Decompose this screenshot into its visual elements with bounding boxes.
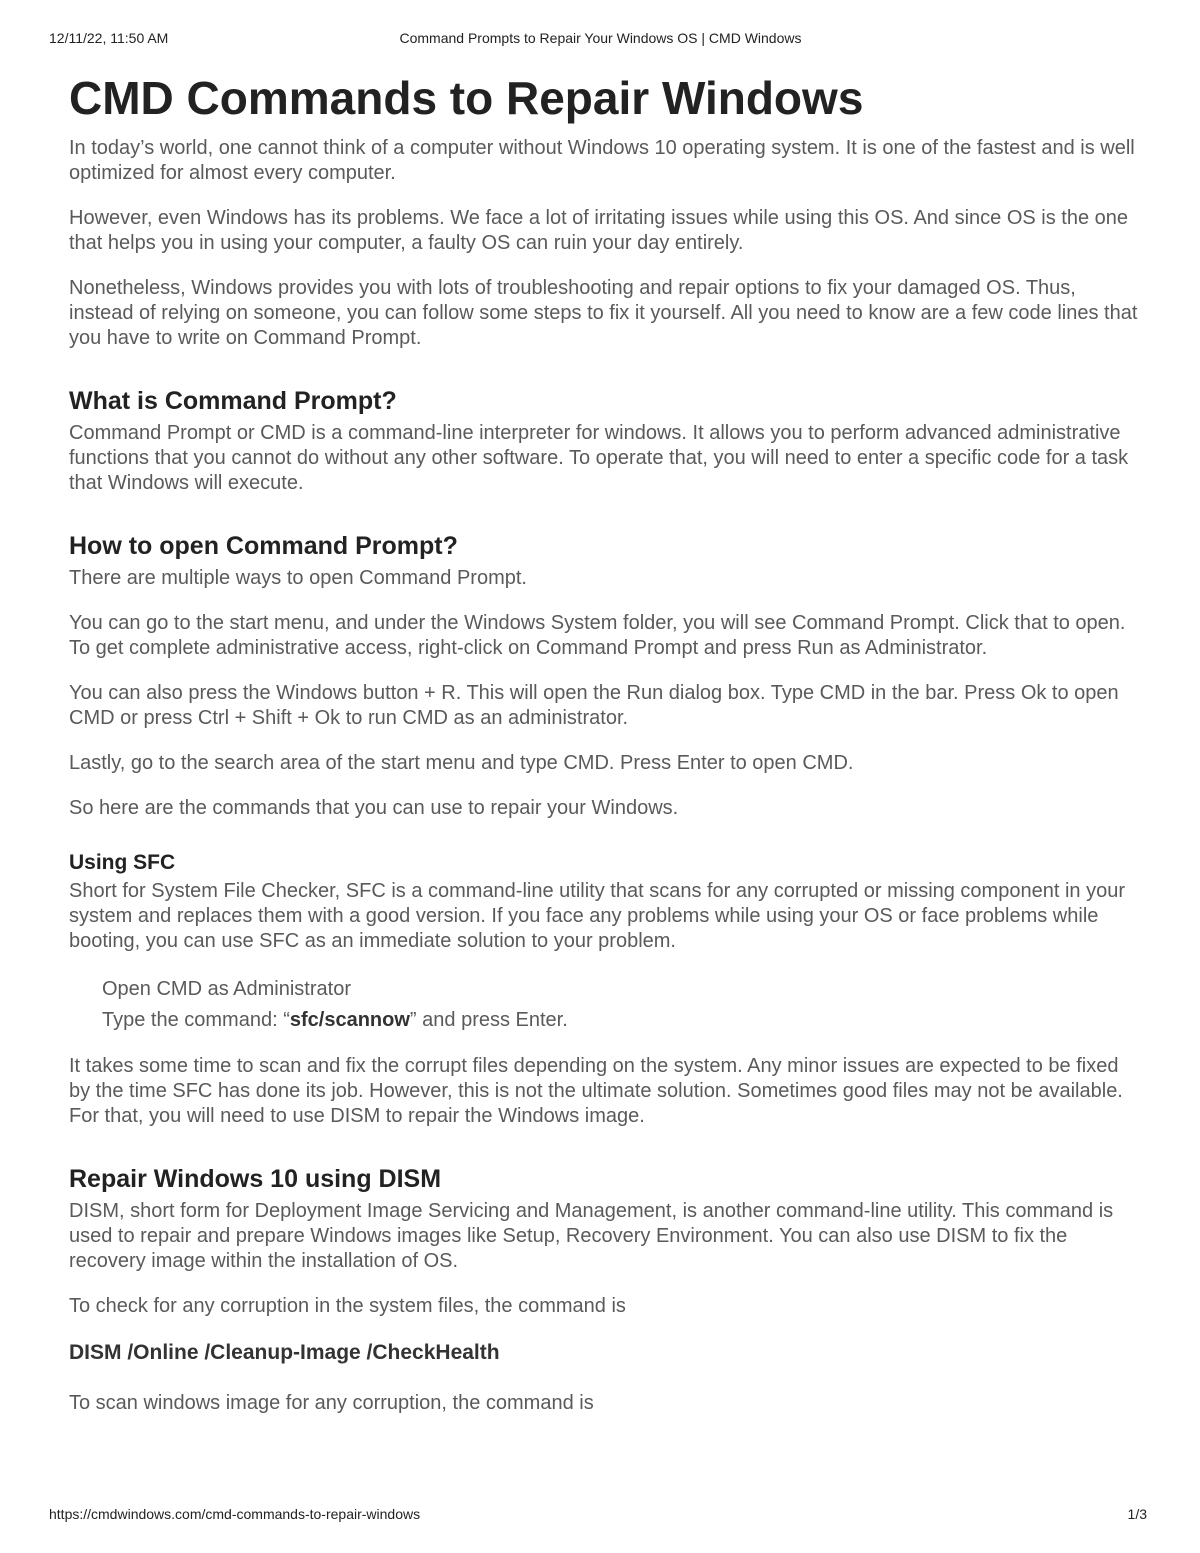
dism-check-text: To check for any corruption in the system files, the command is	[69, 1295, 626, 1317]
sfc-step-2-prefix: Type the command: “	[102, 1009, 290, 1031]
print-footer	[49, 1506, 1147, 1526]
print-date: 12/11/22, 11:50 AM	[49, 30, 169, 46]
sfc-steps-list	[69, 974, 1139, 1036]
how-to-open-paragraph: So here are the commands that you can use to repair your Windows.	[69, 797, 679, 819]
sfc-step-2-suffix: ” and press Enter.	[409, 1009, 568, 1031]
print-page-title: Command Prompts to Repair Your Windows OS | CMD Windows	[399, 30, 802, 46]
list-item	[102, 974, 1139, 1005]
how-to-open-paragraph: There are multiple ways to open Command Prompt.	[69, 567, 527, 589]
sfc-command: sfc/scannow	[289, 1009, 410, 1031]
sfc-paragraph: Short for System File Checker, SFC is a command-line utility that scans for any corrupted or missing component in your system and replaces them with a good version. If you face any problems while using your OS or face problems while booting, you can use SFC as an immediate solution to your problem.	[69, 880, 1125, 952]
section-heading-how-to-open: How to open Command Prompt?	[69, 532, 458, 560]
intro-paragraph: However, even Windows has its problems. We face a lot of irritating issues while using this OS. And since OS is the one that helps you in using your computer, a faulty OS can ruin your day entirely.	[69, 207, 1129, 254]
what-is-paragraph: Command Prompt or CMD is a command-line interpreter for windows. It allows you to perform advanced administrative functions that you cannot do without any other software. To operate that, you will need to enter a specific code for a task that Windows will execute.	[69, 422, 1129, 494]
section-heading-dism: Repair Windows 10 using DISM	[69, 1165, 442, 1193]
how-to-open-paragraph: Lastly, go to the search area of the start menu and type CMD. Press Enter to open CMD.	[69, 752, 854, 774]
intro-paragraph: Nonetheless, Windows provides you with lots of troubleshooting and repair options to fix your damaged OS. Thus, instead of relying on someone, you can follow some steps to fix it yourself. All you need to know are a few code lines that you have to write on Command Prompt.	[69, 277, 1138, 349]
page-number: 1/3	[1127, 1506, 1147, 1522]
dism-paragraph: DISM, short form for Deployment Image Servicing and Management, is another command-line utility. This command is used to repair and prepare Windows images like Setup, Recovery Environment. You can also use DISM to fix the recovery image within the installation of OS.	[69, 1200, 1114, 1272]
sfc-step-1: Open CMD as Administrator	[102, 978, 351, 1000]
subsection-heading-sfc: Using SFC	[69, 851, 176, 874]
dism-checkhealth-command: DISM /Online /Cleanup-Image /CheckHealth	[69, 1341, 500, 1364]
dism-scan-text: To scan windows image for any corruption, the command is	[69, 1392, 594, 1414]
list-item	[102, 1005, 1139, 1036]
print-url: https://cmdwindows.com/cmd-commands-to-repair-windows	[49, 1506, 421, 1522]
intro-paragraph: In today’s world, one cannot think of a computer without Windows 10 operating system. It is one of the fastest and is well optimized for almost every computer.	[69, 137, 1135, 184]
how-to-open-paragraph: You can also press the Windows button + R. This will open the Run dialog box. Type CMD in the bar. Press Ok to open CMD or press Ctrl + Shift + Ok to run CMD as an administrator.	[69, 682, 1119, 729]
section-heading-what-is: What is Command Prompt?	[69, 387, 397, 415]
article	[69, 72, 1139, 1436]
sfc-after-paragraph: It takes some time to scan and fix the corrupt files depending on the system. Any minor issues are expected to be fixed by the time SFC has done its job. However, this is not the ultimate solution. Sometimes good files may not be available. For that, you will need to use DISM to repair the Windows image.	[69, 1055, 1123, 1127]
print-header	[49, 30, 1152, 50]
article-title: CMD Commands to Repair Windows	[69, 72, 864, 124]
how-to-open-paragraph: You can go to the start menu, and under the Windows System folder, you will see Command Prompt. Click that to open. To get complete administrative access, right-click on Command Prompt and press Run as Administrator.	[69, 612, 1126, 659]
